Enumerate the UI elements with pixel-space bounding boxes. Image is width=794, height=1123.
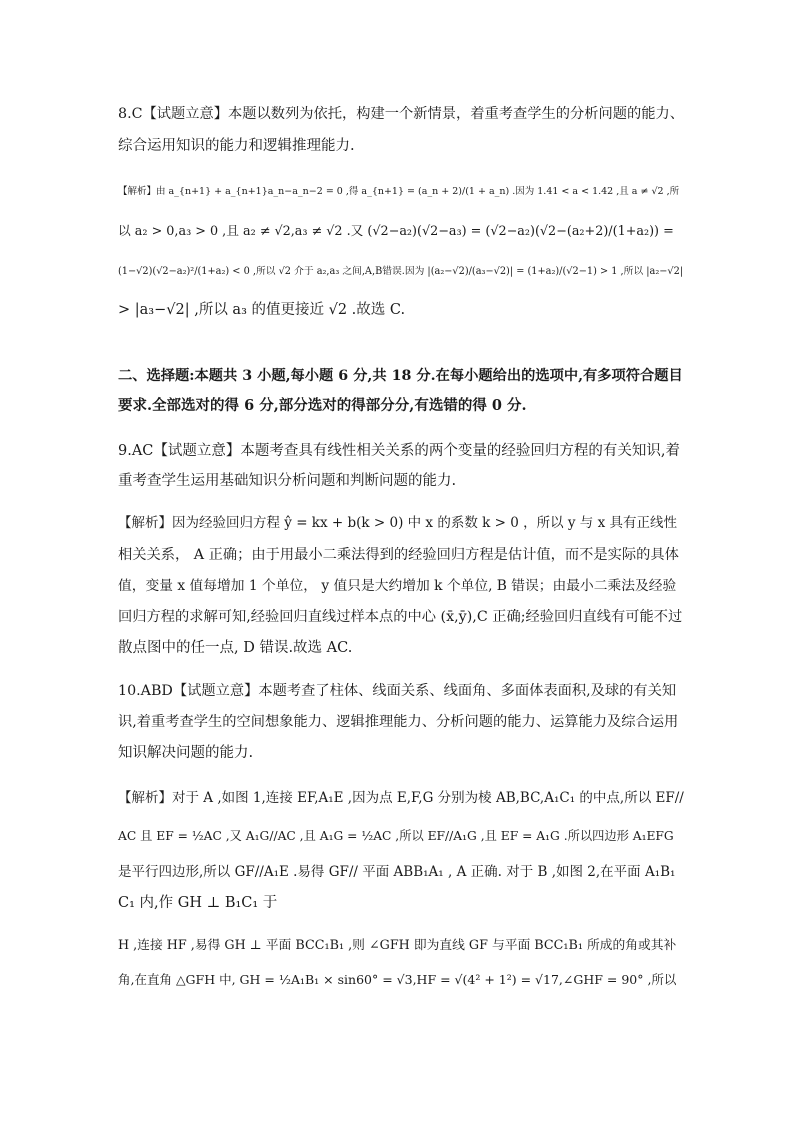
q9-analysis-line-2: 相关关系， A 正确；由于用最小二乘法得到的经验回归方程是估计值，而不是实际的具体: [118, 547, 679, 563]
section-2-heading-line-2: 要求.全部选对的得 6 分,部分选对的得部分分,有选错的得 0 分.: [118, 397, 527, 414]
q9-analysis-line-3: 值，变量 x 值每增加 1 个单位， y 值只是大约增加 k 个单位, B 错误；由最小二乘法及经验: [118, 578, 677, 594]
q8-analysis-line-3: (1−√2)(√2−a₂)²/(1+a₂) < 0 ,所以 √2 介于 a₂,a₃ 之间,A,B错误.因为 |(a₂−√2)/(a₃−√2)| = (1+a₂)/(√2−1) > 1 ,所以 |a₂−√2|: [118, 266, 684, 277]
q10-analysis-line-4: C₁ 内,作 GH ⊥ B₁C₁ 于: [118, 895, 278, 911]
q8-analysis-line-1: 【解析】由 a_{n+1} + a_{n+1}a_n−a_n−2 = 0 ,得 a_{n+1} = (a_n + 2)/(1 + a_n) .因为 1.41 < a < 1.42 ,且 a ≠ √2 ,所: [118, 186, 680, 197]
q9-intro-line-2: 重考查学生运用基础知识分析问题和判断问题的能力.: [118, 473, 457, 489]
q9-analysis-line-4: 回归方程的求解可知,经验回归直线过样本点的中心 (x̄,ȳ),C 正确;经验回归直线有可能不过: [118, 609, 683, 625]
q10-analysis-line-6: 角,在直角 △GFH 中, GH = ½A₁B₁ × sin60° = √3,HF = √(4² + 1²) = √17,∠GHF = 90° ,所以: [118, 972, 677, 987]
q8-intro-line-2: 综合运用知识的能力和逻辑推理能力.: [118, 138, 355, 154]
q9-analysis-line-1: 【解析】因为经验回归方程 ŷ = kx + b(k > 0) 中 x 的系数 k > 0 ，所以 y 与 x 具有正线性: [118, 515, 677, 531]
q9-intro-line-1: 9.AC【试题立意】本题考查具有线性相关关系的两个变量的经验回归方程的有关知识,着: [118, 443, 681, 459]
section-2-heading-line-1: 二、选择题:本题共 3 小题,每小题 6 分,共 18 分.在每小题给出的选项中,有多项符合题目: [118, 368, 683, 384]
q8-analysis-line-2: 以 a₂ > 0,a₃ > 0 ,且 a₂ ≠ √2,a₃ ≠ √2 .又 (√2−a₂)(√2−a₃) = (√2−a₂)(√2−(a₂+2)/(1+a₂)) =: [118, 224, 674, 239]
q10-analysis-line-3: 是平行四边形,所以 GF//A₁E .易得 GF// 平面 ABB₁A₁ , A 正确. 对于 B ,如图 2,在平面 A₁B₁: [118, 864, 676, 880]
q8-analysis-line-4: > |a₃−√2| ,所以 a₃ 的值更接近 √2 .故选 C.: [118, 302, 406, 318]
q10-analysis-line-1: 【解析】对于 A ,如图 1,连接 EF,A₁E ,因为点 E,F,G 分别为棱 AB,BC,A₁C₁ 的中点,所以 EF//: [118, 790, 684, 806]
q9-analysis-line-5: 散点图中的任一点, D 错误.故选 AC.: [118, 640, 353, 656]
q10-intro-line-3: 知识解决问题的能力.: [118, 745, 254, 761]
q10-intro-line-1: 10.ABD【试题立意】本题考查了柱体、线面关系、线面角、多面体表面积,及球的有关知: [118, 683, 677, 699]
q10-analysis-line-2: AC 且 EF = ½AC ,又 A₁G//AC ,且 A₁G = ½AC ,所以 EF//A₁G ,且 EF = A₁G .所以四边形 A₁EFG: [118, 829, 674, 843]
q10-analysis-line-5: H ,连接 HF ,易得 GH ⊥ 平面 BCC₁B₁ ,则 ∠GFH 即为直线 GF 与平面 BCC₁B₁ 所成的角或其补: [118, 938, 677, 953]
q8-intro-line-1: 8.C【试题立意】本题以数列为依托，构建一个新情景，着重考查学生的分析问题的能力、: [118, 106, 685, 122]
q10-intro-line-2: 识,着重考查学生的空间想象能力、逻辑推理能力、分析问题的能力、运算能力及综合运用: [118, 714, 679, 730]
